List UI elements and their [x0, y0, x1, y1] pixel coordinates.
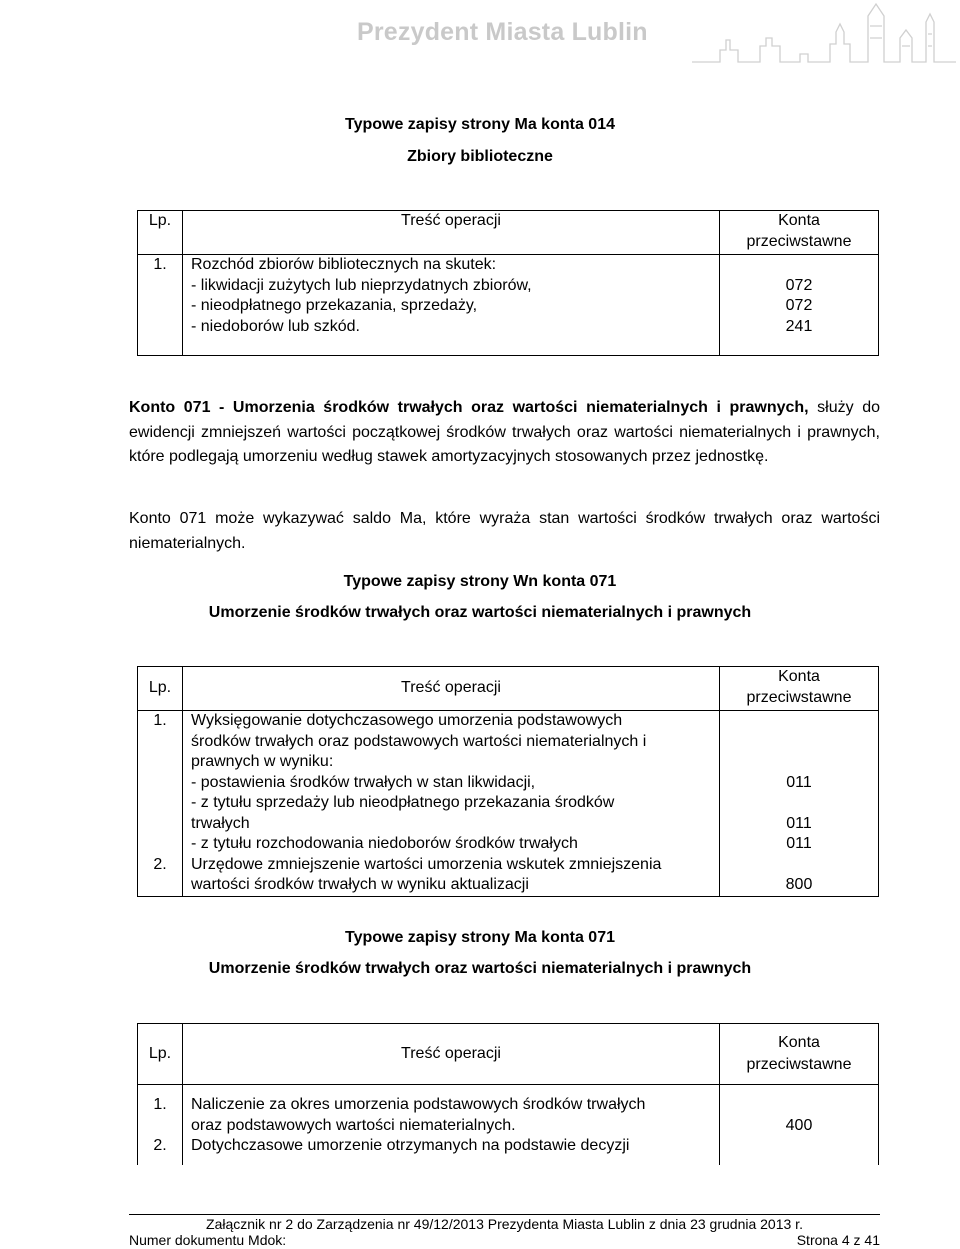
col-tresc-header: Treść operacji: [183, 211, 720, 255]
section1-subheading: Zbiory biblioteczne: [407, 148, 553, 165]
row-lp: [138, 793, 182, 814]
row-konta-value: 072: [785, 297, 813, 314]
col-konta-label: Konta: [778, 1033, 820, 1051]
col-konta-label: Konta: [778, 668, 820, 685]
row-konta-value: [720, 793, 878, 814]
row-line: trwałych: [191, 814, 250, 832]
row-lp-column: [138, 1085, 183, 1166]
col-konta-header: [720, 667, 879, 711]
row-konta-value: [720, 1136, 878, 1157]
section2-subheading: Umorzenie środków trwałych oraz wartości niematerialnych i prawnych: [208, 604, 752, 621]
col-konta-sublabel: przeciwstawne: [746, 688, 852, 706]
table-header-row: [138, 667, 879, 711]
row-line: Naliczenie za okres umorzenia podstawowych środków trwałych: [191, 1096, 646, 1113]
table-konto-071-ma: [137, 1023, 879, 1165]
col-konta-label: Konta: [778, 212, 820, 229]
row-konta-value: [720, 711, 878, 732]
paragraph-text: służy do ewidencji zmniejszeń wartości początkowej środków trwałych oraz wartości niematerialnych i prawnych, które podlegają umorzeniu według stawek amortyzacyjnych stosowanych przez jednostkę.: [129, 399, 880, 465]
footer-doc-number: Numer dokumentu Mdok:: [129, 1232, 287, 1248]
row-konta-value: 011: [786, 835, 812, 852]
table-row: [138, 1085, 879, 1166]
row-line: - z tytułu sprzedaży lub nieodpłatnego przekazania środków: [191, 794, 615, 811]
row-lp: 1.: [138, 255, 183, 356]
row-konta: [720, 711, 879, 897]
row-line: środków trwałych oraz podstawowych wartości niematerialnych i: [191, 732, 647, 750]
col-tresc-header: Treść operacji: [183, 667, 720, 711]
footer-page-number: Strona 4 z 41: [796, 1232, 880, 1248]
table-konto-071-wn: [137, 666, 879, 897]
table-header-row: [138, 1024, 879, 1085]
col-konta-sublabel: przeciwstawne: [746, 1056, 852, 1073]
col-lp-header: Lp.: [138, 667, 183, 711]
row-lp: [138, 732, 182, 753]
section3-subheading: Umorzenie środków trwałych oraz wartości niematerialnych i prawnych: [208, 960, 752, 977]
section1-heading: Typowe zapisy strony Ma konta 014: [344, 116, 615, 133]
row-konta-value: [720, 752, 878, 773]
row-line: oraz podstawowych wartości niematerialnych.: [191, 1116, 516, 1134]
row-line: Wyksięgowanie dotychczasowego umorzenia podstawowych: [191, 712, 623, 729]
row-konta-value: 072: [785, 276, 813, 294]
table-konto-014-ma: [137, 210, 879, 356]
row-konta-value: 011: [786, 773, 812, 791]
footer-meta: [129, 1232, 880, 1248]
row-lp: 2.: [153, 1137, 167, 1154]
col-lp-header: Lp.: [138, 211, 183, 255]
row-lp: [138, 752, 182, 773]
row-line: - nieodpłatnego przekazania, sprzedaży,: [191, 297, 478, 314]
paragraph-bold: Konto 071 - Umorzenia środków trwałych oraz wartości niematerialnych i prawnych,: [129, 399, 809, 416]
row-line: - niedoborów lub szkód.: [191, 317, 360, 335]
row-lp: [138, 814, 182, 835]
row-lp: 1.: [153, 1096, 167, 1113]
row-konta-value: [720, 1095, 878, 1116]
footer-attachment-note: Załącznik nr 2 do Zarządzenia nr 49/12/2013 Prezydenta Miasta Lublin z dnia 23 grudnia 2013 r.: [206, 1216, 803, 1232]
row-line: - z tytułu rozchodowania niedoborów środków trwałych: [191, 835, 578, 852]
row-lp: [138, 1116, 182, 1137]
table-header-row: [138, 211, 879, 255]
row-lp: [138, 834, 182, 855]
row-konta-value: 011: [786, 814, 812, 832]
paragraph-bold: Konto 071: [129, 510, 207, 527]
row-lp: 1.: [153, 712, 167, 729]
row-konta-value: 800: [785, 876, 813, 893]
row-konta-value: [720, 855, 878, 876]
row-konta: [720, 255, 879, 356]
col-konta-header: [720, 1024, 879, 1085]
table-row: [138, 255, 879, 356]
col-lp-header: Lp.: [138, 1024, 183, 1085]
col-konta-header: [720, 211, 879, 255]
header-title: Prezydent Miasta Lublin: [357, 18, 648, 46]
paragraph-text: może wykazywać saldo Ma, które wyraża stan wartości środków trwałych oraz wartości niematerialnych.: [129, 510, 881, 552]
table-row: [138, 711, 879, 897]
row-lp: 2.: [153, 855, 167, 873]
row-tresc: [183, 255, 720, 356]
row-line: Urzędowe zmniejszenie wartości umorzenia wskutek zmniejszenia: [191, 855, 662, 873]
footer-divider: [129, 1214, 880, 1215]
paragraph-konto-071-saldo: [129, 507, 880, 556]
row-lp-column: [138, 711, 183, 897]
paragraph-konto-071-description: [129, 396, 880, 470]
section2-heading: Typowe zapisy strony Wn konta 071: [343, 573, 617, 590]
col-tresc-header: Treść operacji: [183, 1024, 720, 1085]
row-line: Dotychczasowe umorzenie otrzymanych na podstawie decyzji: [191, 1137, 630, 1154]
row-konta-value: 241: [785, 317, 813, 335]
row-tresc: [183, 1085, 720, 1166]
row-line: prawnych w wyniku:: [191, 753, 334, 770]
row-line: Rozchód zbiorów bibliotecznych na skutek:: [191, 256, 497, 273]
row-tresc: [183, 711, 720, 897]
row-lp: [138, 875, 182, 896]
row-line: - postawienia środków trwałych w stan likwidacji,: [191, 773, 536, 791]
row-line: - likwidacji zużytych lub nieprzydatnych zbiorów,: [191, 276, 532, 294]
section3-heading: Typowe zapisy strony Ma konta 071: [344, 929, 615, 946]
row-konta-value: [720, 255, 878, 276]
row-konta-value: 400: [785, 1116, 813, 1134]
row-konta-value: [720, 732, 878, 753]
col-konta-sublabel: przeciwstawne: [746, 232, 852, 250]
row-lp: [138, 773, 182, 794]
city-skyline-logo: [690, 2, 958, 68]
row-line: wartości środków trwałych w wyniku aktualizacji: [191, 876, 529, 893]
row-konta: [720, 1085, 879, 1166]
